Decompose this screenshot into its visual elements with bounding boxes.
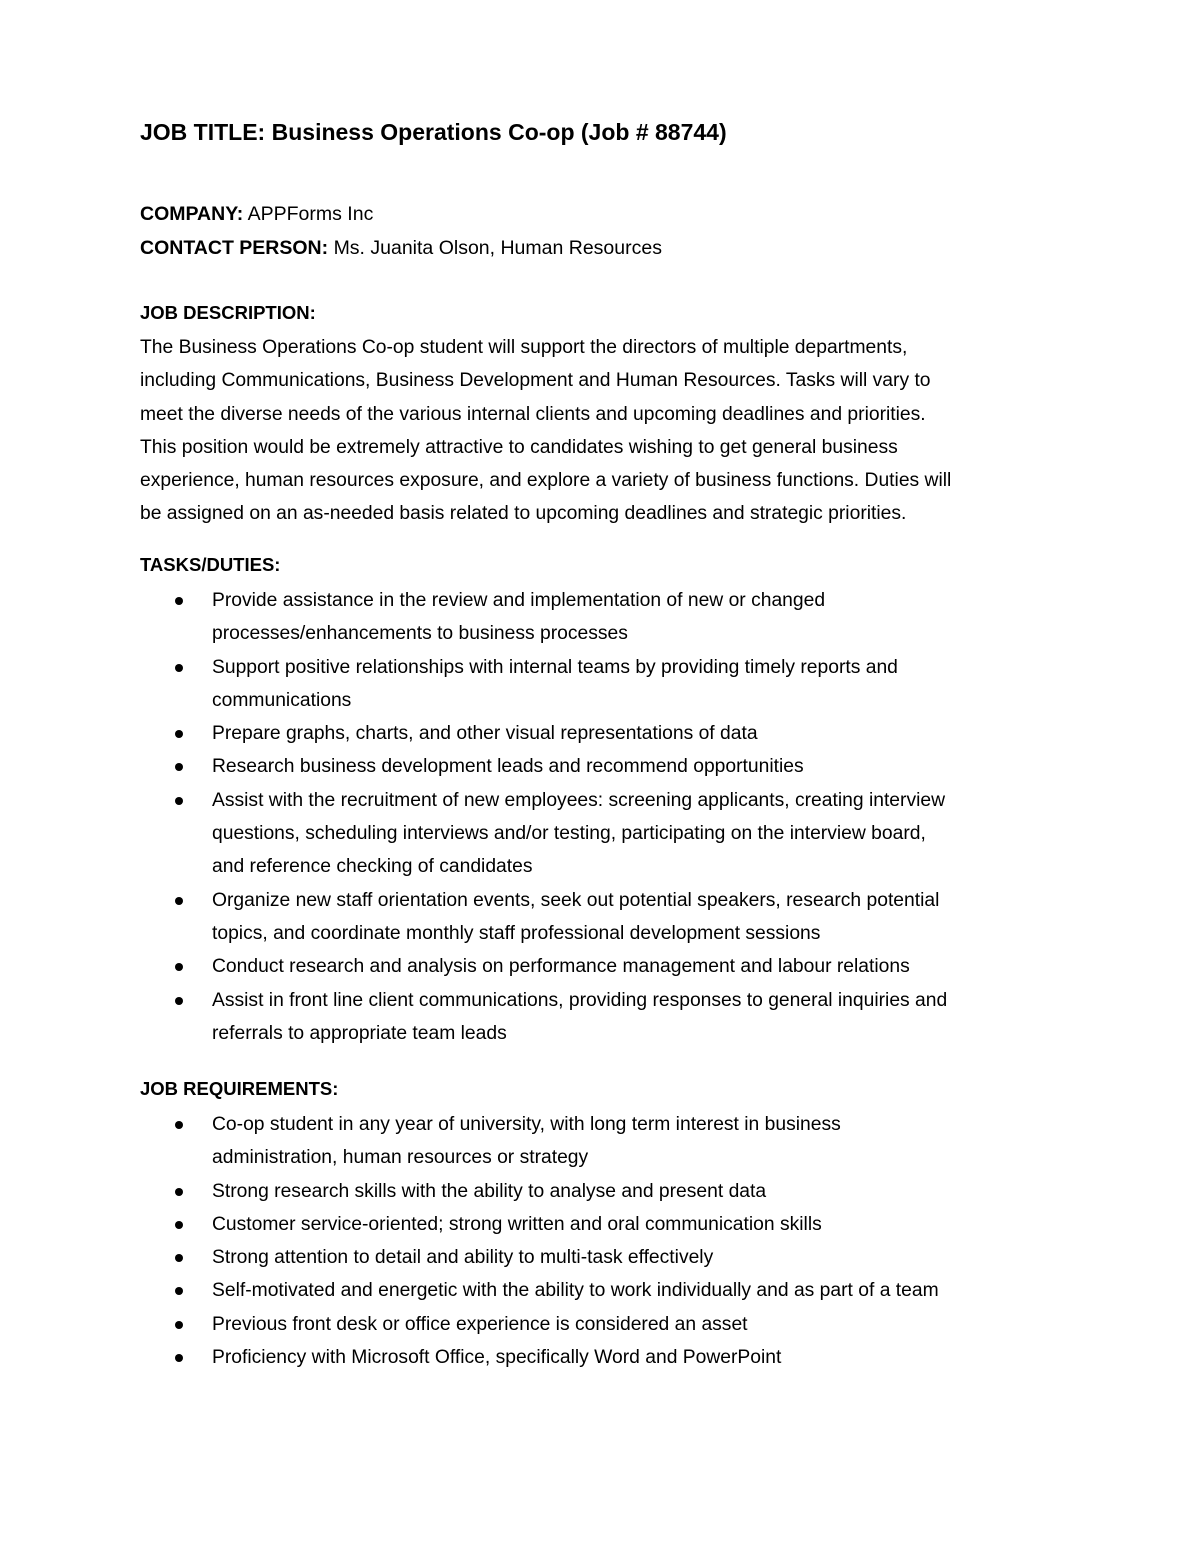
task-item xyxy=(140,950,1080,983)
requirement-item xyxy=(140,1341,1080,1374)
task-line: Assist in front line client communications, providing responses to general inquiries and xyxy=(212,989,948,1011)
requirement-line: Strong research skills with the ability to analyse and present data xyxy=(212,1180,767,1202)
requirement-item xyxy=(140,1208,1080,1241)
task-item xyxy=(140,750,1080,783)
task-line: and reference checking of candidates xyxy=(212,856,533,878)
bullet-icon xyxy=(175,763,183,771)
job-description-heading: JOB DESCRIPTION: xyxy=(140,302,316,323)
job-description-paragraph xyxy=(140,331,1070,531)
job-title xyxy=(140,115,727,149)
bullet-icon xyxy=(175,1321,183,1329)
task-line: Assist with the recruitment of new employees: screening applicants, creating interview xyxy=(212,789,946,811)
task-line: Provide assistance in the review and implementation of new or changed xyxy=(212,590,826,611)
contact-value: Ms. Juanita Olson, Human Resources xyxy=(333,237,662,259)
bullet-icon xyxy=(175,730,183,738)
task-item xyxy=(140,784,1080,884)
description-line: experience, human resources exposure, and explore a variety of business functions. Duties will xyxy=(140,470,952,492)
contact-label: CONTACT PERSON: xyxy=(140,237,329,259)
requirement-line: Customer service-oriented; strong written and oral communication skills xyxy=(212,1213,822,1235)
requirement-item xyxy=(140,1108,1080,1175)
bullet-icon xyxy=(175,1354,183,1362)
bullet-icon xyxy=(175,664,183,672)
description-line: be assigned on an as-needed basis related to upcoming deadlines and strategic priorities. xyxy=(140,503,907,525)
tasks-heading: TASKS/DUTIES: xyxy=(140,554,281,575)
contact-field xyxy=(140,233,662,263)
task-line: communications xyxy=(212,689,352,711)
task-line: Conduct research and analysis on performance management and labour relations xyxy=(212,956,910,978)
requirement-line: Previous front desk or office experience is considered an asset xyxy=(212,1313,748,1335)
requirement-item xyxy=(140,1308,1080,1341)
bullet-icon xyxy=(175,1287,183,1295)
task-item xyxy=(140,584,1080,651)
task-line: Prepare graphs, charts, and other visual representations of data xyxy=(212,723,758,745)
task-item xyxy=(140,651,1080,718)
bullet-icon xyxy=(175,963,183,971)
tasks-list xyxy=(140,584,1080,1050)
requirement-line: Strong attention to detail and ability to multi-task effectively xyxy=(212,1247,714,1269)
bullet-icon xyxy=(175,1121,183,1129)
task-line: questions, scheduling interviews and/or testing, participating on the interview board, xyxy=(212,823,926,845)
bullet-icon xyxy=(175,997,183,1005)
description-line: including Communications, Business Development and Human Resources. Tasks will vary to xyxy=(140,370,931,392)
company-value: APPForms Inc xyxy=(247,203,374,225)
requirement-line: Self-motivated and energetic with the ability to work individually and as part of a team xyxy=(212,1280,939,1302)
job-title-label: JOB TITLE: xyxy=(140,119,266,145)
bullet-icon xyxy=(175,1188,183,1196)
task-line: processes/enhancements to business processes xyxy=(212,623,628,645)
task-line: Organize new staff orientation events, seek out potential speakers, research potential xyxy=(212,889,940,911)
requirement-line: Proficiency with Microsoft Office, specifically Word and PowerPoint xyxy=(212,1347,782,1369)
company-label: COMPANY: xyxy=(140,203,244,225)
description-line: This position would be extremely attractive to candidates wishing to get general business xyxy=(140,436,898,458)
task-line: Research business development leads and recommend opportunities xyxy=(212,756,804,778)
requirement-item xyxy=(140,1274,1080,1307)
requirement-line: Co-op student in any year of university, with long term interest in business xyxy=(212,1114,841,1135)
requirement-line: administration, human resources or strategy xyxy=(212,1147,589,1169)
company-field xyxy=(140,199,373,229)
task-line: topics, and coordinate monthly staff professional development sessions xyxy=(212,922,821,944)
bullet-icon xyxy=(175,597,183,605)
requirements-list xyxy=(140,1108,1080,1374)
bullet-icon xyxy=(175,1221,183,1229)
requirement-item xyxy=(140,1175,1080,1208)
task-line: referrals to appropriate team leads xyxy=(212,1022,507,1044)
description-line: meet the diverse needs of the various internal clients and upcoming deadlines and priorities. xyxy=(140,403,926,425)
task-item xyxy=(140,884,1080,951)
bullet-icon xyxy=(175,797,183,805)
requirement-item xyxy=(140,1241,1080,1274)
task-item xyxy=(140,717,1080,750)
job-title-value: Business Operations Co-op (Job # 88744) xyxy=(271,119,727,145)
task-item xyxy=(140,984,1080,1051)
requirements-heading: JOB REQUIREMENTS: xyxy=(140,1078,339,1099)
task-line: Support positive relationships with internal teams by providing timely reports and xyxy=(212,656,898,678)
bullet-icon xyxy=(175,1254,183,1262)
description-line: The Business Operations Co-op student will support the directors of multiple departments, xyxy=(140,337,908,358)
bullet-icon xyxy=(175,897,183,905)
